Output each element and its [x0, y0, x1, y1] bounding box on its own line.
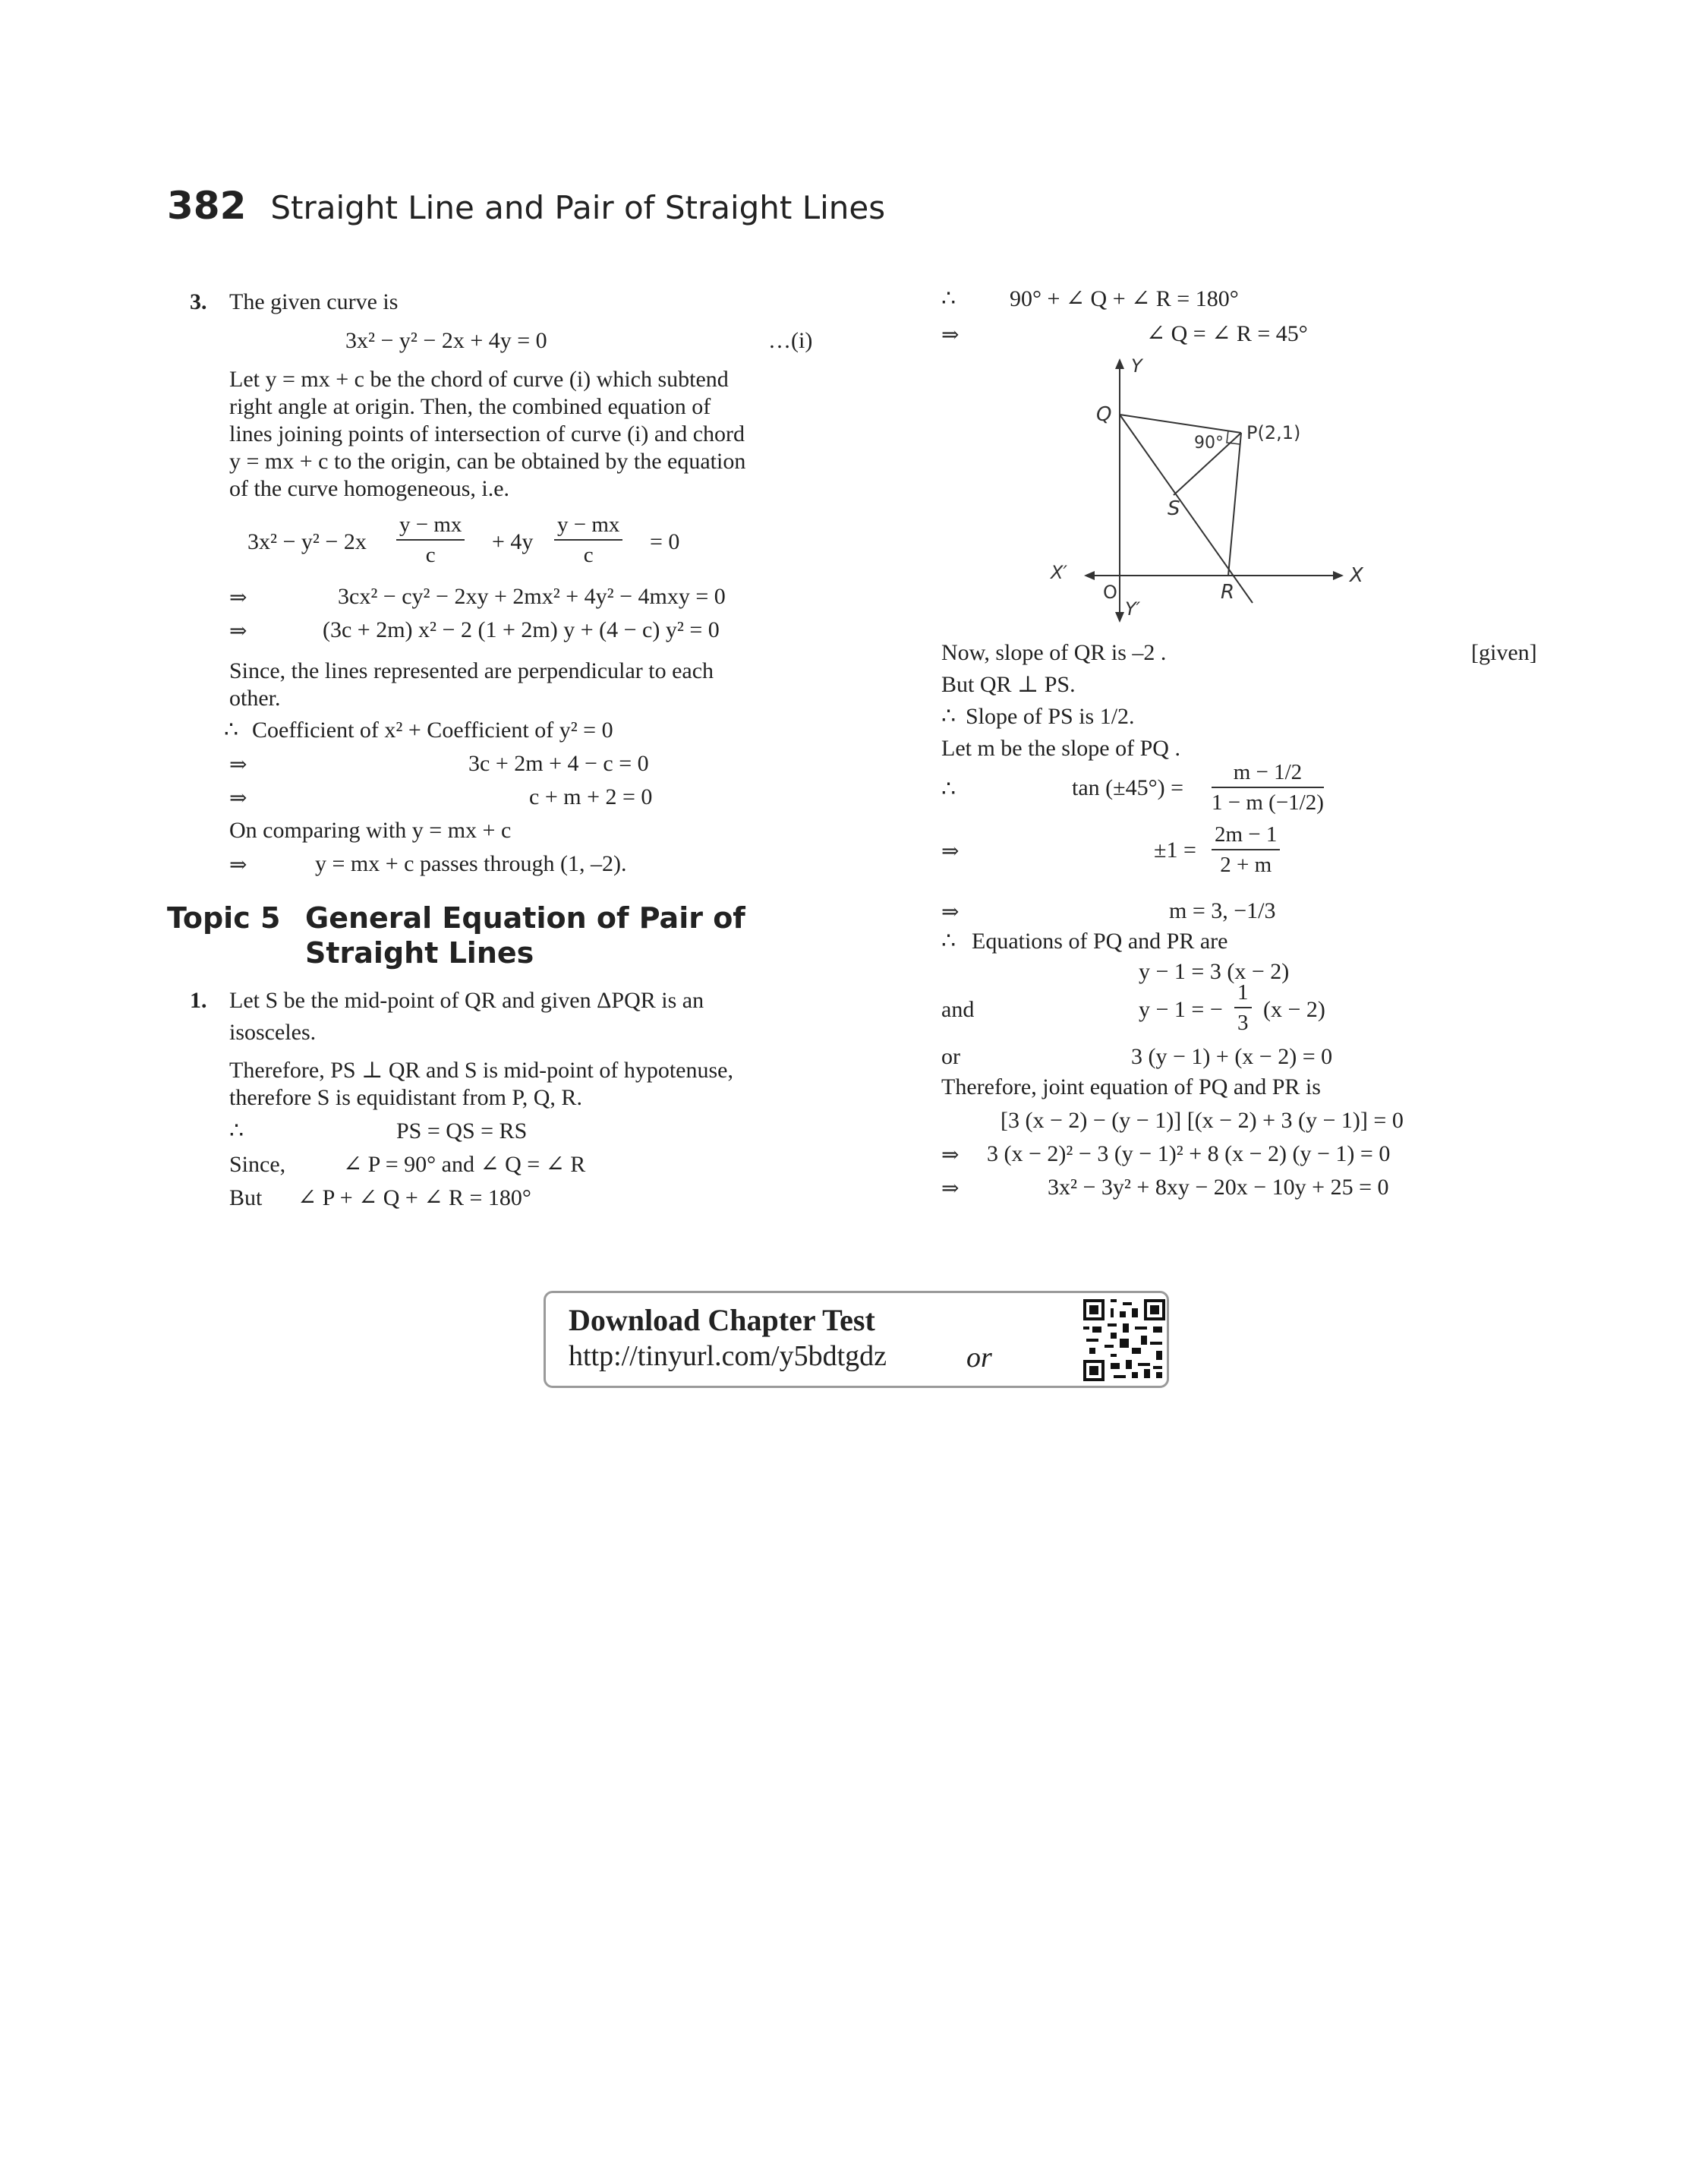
homog-fraction-1: [396, 512, 465, 568]
download-chapter-test-box[interactable]: [544, 1291, 1169, 1388]
therefore-symbol: ∴: [941, 704, 956, 729]
eq-pr-fraction-den: 3: [1237, 1011, 1249, 1035]
implies-symbol: ⇒: [229, 753, 247, 777]
eq-pr-fraction: [1234, 980, 1252, 1036]
eq-pq: y − 1 = 3 (x − 2): [1139, 959, 1290, 984]
label-p: P(2,1): [1246, 422, 1301, 443]
para-line-1: Let y = mx + c be the chord of curve (i) which subtend: [229, 367, 729, 392]
eq-intro: Equations of PQ and PR are: [972, 929, 1228, 954]
chapter-title: Straight Line and Pair of Straight Lines: [270, 189, 886, 226]
eq-tag: …(i): [768, 328, 813, 353]
compare-line: On comparing with y = mx + c: [229, 818, 512, 843]
y-prime-arrow: [1115, 612, 1124, 623]
tan-lhs: tan (±45°) =: [1072, 775, 1184, 800]
tan-fraction: [1212, 759, 1324, 815]
but-eq: ∠ P + ∠ Q + ∠ R = 180°: [298, 1185, 531, 1210]
pm-fraction-num: 2m − 1: [1212, 822, 1280, 850]
side-pr: [1228, 433, 1241, 576]
pm-lhs: ±1 =: [1154, 838, 1196, 863]
joint-intro: Therefore, joint equation of PQ and PR is: [941, 1074, 1321, 1099]
implies-symbol: ⇒: [229, 620, 247, 643]
implies-symbol: ⇒: [229, 787, 247, 810]
x-prime-arrow: [1084, 571, 1095, 580]
implies-eq-5: y = mx + c passes through (1, –2).: [315, 851, 627, 876]
implies-symbol: ⇒: [941, 840, 960, 863]
label-q: Q: [1096, 403, 1112, 426]
m-values: m = 3, −1/3: [1169, 898, 1276, 923]
therefore-symbol: ∴: [224, 718, 239, 743]
but-label: But: [229, 1185, 263, 1210]
implies-eq-4: c + m + 2 = 0: [529, 784, 653, 809]
homog-fraction-1-num: y − mx: [396, 512, 465, 541]
homog-fraction-2-den: c: [583, 543, 594, 567]
perp-line-1: Since, the lines represented are perpendicular to each: [229, 658, 714, 683]
homog-fraction-1-den: c: [425, 543, 436, 567]
eq-pr-alt: 3 (y − 1) + (x − 2) = 0: [1131, 1044, 1333, 1069]
implies-symbol: ⇒: [941, 901, 960, 924]
perp-line-2: other.: [229, 686, 281, 711]
para-line-5: of the curve homogeneous, i.e.: [229, 476, 510, 501]
ps-equality: PS = QS = RS: [396, 1118, 528, 1144]
label-y-prime: Y′: [1125, 598, 1141, 620]
joint-eq-3: 3x² − 3y² + 8xy − 20x − 10y + 25 = 0: [1048, 1175, 1389, 1200]
angle-sum: 90° + ∠ Q + ∠ R = 180°: [1010, 286, 1239, 311]
side-qp: [1120, 415, 1241, 433]
therefore-symbol: ∴: [941, 929, 956, 954]
since-eq: ∠ P = 90° and ∠ Q = ∠ R: [343, 1152, 586, 1177]
topic-title-line-2: Straight Lines: [305, 936, 534, 970]
q3-number: 3.: [190, 289, 207, 314]
angle-q-r: ∠ Q = ∠ R = 45°: [1146, 321, 1308, 346]
eq-curve: 3x² − y² − 2x + 4y = 0: [345, 328, 547, 353]
eq-pr-fraction-num: 1: [1234, 980, 1252, 1008]
joint-eq-1: [3 (x − 2) − (y − 1)] [(x − 2) + 3 (y − 1)] = 0: [1001, 1108, 1404, 1133]
q1-number: 1.: [190, 988, 207, 1013]
or-label: or: [941, 1044, 960, 1069]
label-angle: 90°: [1194, 434, 1224, 453]
q1-line-2: isosceles.: [229, 1020, 317, 1045]
page-number: 382: [167, 184, 247, 228]
topic-label: Topic 5: [167, 901, 281, 935]
implies-eq-1: 3cx² − cy² − 2xy + 2mx² + 4y² − 4mxy = 0: [338, 584, 726, 609]
implies-symbol: ⇒: [229, 853, 247, 877]
but-perp: But QR ⊥ PS.: [941, 672, 1076, 697]
therefore-line-1: Therefore, PS ⊥ QR and S is mid-point of hypotenuse,: [229, 1058, 733, 1083]
coefficient-line: Coefficient of x² + Coefficient of y² = 0: [252, 718, 613, 743]
label-x: X: [1350, 564, 1363, 587]
triangle-diagram: [1048, 354, 1366, 627]
therefore-symbol: ∴: [941, 777, 956, 802]
tan-fraction-den: 1 − m (−1/2): [1212, 790, 1324, 815]
para-line-3: lines joining points of intersection of curve (i) and chord: [229, 421, 745, 446]
implies-eq-3: 3c + 2m + 4 − c = 0: [468, 751, 649, 776]
homog-fraction-2: [554, 512, 622, 568]
label-x-prime: X′: [1051, 562, 1067, 583]
slope-qr: Now, slope of QR is –2 .: [941, 640, 1167, 665]
page-header: [167, 184, 885, 228]
homog-fraction-2-num: y − mx: [554, 512, 622, 541]
let-m: Let m be the slope of PQ .: [941, 736, 1180, 761]
label-o: O: [1103, 582, 1117, 603]
download-title: Download Chapter Test: [569, 1303, 875, 1337]
homog-part-a: 3x² − y² − 2x: [247, 529, 367, 554]
eq-pr-rhs: (x − 2): [1263, 997, 1325, 1022]
implies-eq-2: (3c + 2m) x² − 2 (1 + 2m) y + (4 − c) y² = 0: [323, 617, 720, 642]
homog-part-c: = 0: [650, 529, 680, 554]
topic-title-line-1: General Equation of Pair of: [305, 901, 745, 935]
homog-part-b: + 4y: [492, 529, 534, 554]
therefore-symbol: ∴: [941, 286, 956, 311]
label-r: R: [1221, 581, 1235, 604]
eq-pr-lhs: y − 1 = −: [1139, 997, 1223, 1022]
and-label: and: [941, 997, 975, 1022]
implies-symbol: ⇒: [941, 323, 960, 347]
x-axis-arrow: [1333, 571, 1344, 580]
y-axis-arrow: [1115, 358, 1124, 369]
therefore-line-2: therefore S is equidistant from P, Q, R.: [229, 1085, 582, 1110]
download-link[interactable]: http://tinyurl.com/y5bdtgdz: [569, 1340, 887, 1372]
pm-fraction: [1212, 822, 1280, 878]
since-label: Since,: [229, 1152, 286, 1177]
label-s: S: [1168, 497, 1180, 520]
q1-line-1: Let S be the mid-point of QR and given ΔPQR is an: [229, 988, 704, 1013]
q3-intro: The given curve is: [229, 289, 399, 314]
joint-eq-2: 3 (x − 2)² − 3 (y − 1)² + 8 (x − 2) (y − 1) = 0: [987, 1141, 1391, 1166]
therefore-symbol: ∴: [229, 1118, 244, 1144]
qr-code-icon[interactable]: [1083, 1299, 1165, 1381]
label-y: Y: [1131, 355, 1142, 377]
para-line-2: right angle at origin. Then, the combined equation of: [229, 394, 711, 419]
implies-symbol: ⇒: [941, 1144, 960, 1167]
para-line-4: y = mx + c to the origin, can be obtained by the equation: [229, 449, 746, 474]
implies-symbol: ⇒: [229, 586, 247, 610]
download-or: or: [966, 1342, 992, 1374]
slope-ps: Slope of PS is 1/2.: [966, 704, 1135, 729]
pm-fraction-den: 2 + m: [1220, 853, 1272, 877]
given-tag: [given]: [1471, 640, 1537, 665]
tan-fraction-num: m − 1/2: [1212, 759, 1324, 788]
implies-symbol: ⇒: [941, 1177, 960, 1200]
